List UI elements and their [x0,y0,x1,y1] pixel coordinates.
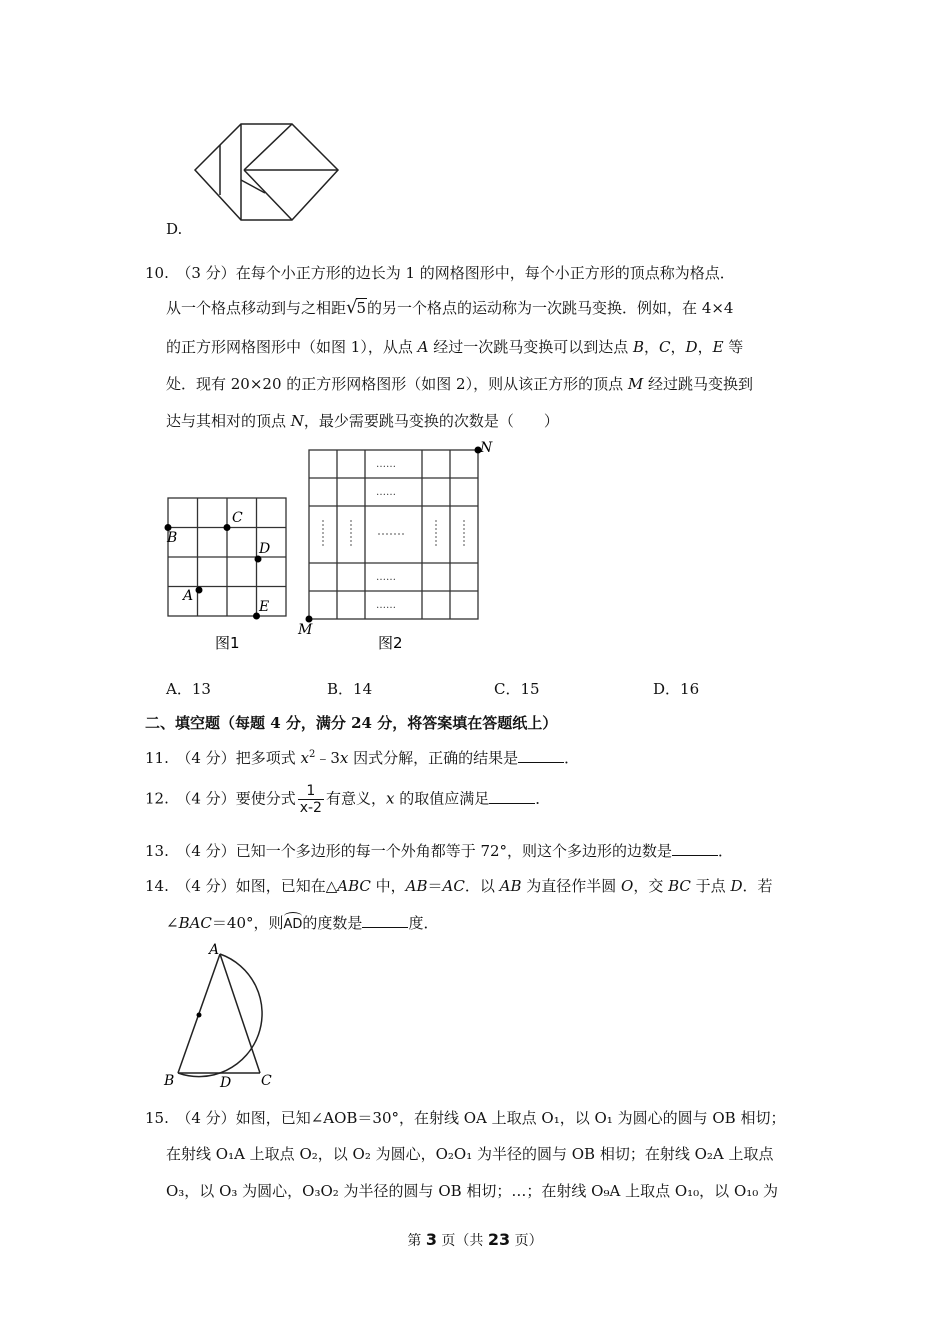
label-e: E [259,599,270,615]
q10-line3: 的正方形网格图形中（如图 1），从点 A 经过一次跳马变换可以到达点 B，C，D，E 等 [166,338,744,356]
q12-answer-blank[interactable] [489,802,535,804]
ellipsis-row2: …… [376,487,396,498]
label-d: D [259,541,271,557]
q10-line4: 处．现有 20×20 的正方形网格图形（如图 2），则从该正方形的顶点 M 经过跳马变换到 [166,375,754,393]
label-b: B [167,530,178,546]
q13-line: 13. （4 分）已知一个多边形的每一个外角都等于 72°，则这个多边形的边数是 ． [145,842,734,860]
q15-line3: O₃，以 O₃ 为圆心，O₃O₂ 为半径的圆与 OB 相切；…；在射线 O₉A 上取点 O₁₀，以 O₁₀ 为 [166,1182,779,1200]
label-c: C [261,1073,272,1089]
page-number: 3 [425,1230,437,1249]
figure-2-grid [294,438,499,660]
figure-1-grid [158,490,298,660]
label-m: M [298,622,313,638]
q10-option-d[interactable]: D．16 [653,680,700,698]
label-a: A [209,942,220,958]
q10-line1: 10. （3 分）在每个小正方形的边长为 1 的网格图形中，每个小正方形的顶点称为格点． [145,264,735,282]
point-a-dot [196,587,203,594]
q11-line: 11. （4 分）把多项式 $x^2﹣3x$ 因式分解，正确的结果是 ． [145,749,580,767]
section-2-title: 二、填空题（每题 4 分，满分 24 分，将答案填在答题纸上） [145,714,558,732]
q14-answer-blank[interactable] [362,926,408,928]
point-c-dot [224,524,231,531]
q10-line5: 达与其相对的顶点 N，最少需要跳马变换的次数是（ ） [166,412,559,430]
fraction: $\frac{1}{x-2}$ [299,783,322,816]
q15-line1: 15. （4 分）如图，已知∠AOB＝30°，在射线 OA 上取点 O₁，以 O₁ 为圆心的圆与 OB 相切； [145,1109,786,1127]
q12-line: 12. （4 分）要使分式 $\frac{1}{x-2}$ 有意义，x 的取值应满足 ． [145,783,551,816]
ellipsis-row1: …… [376,459,396,470]
q13-answer-blank[interactable] [672,854,718,856]
label-n: N [480,440,493,456]
q11-answer-blank[interactable] [518,761,564,763]
q10-option-b[interactable]: B．14 [327,680,373,698]
q9-option-d-label[interactable]: D. [166,220,183,238]
page-total: 23 [487,1230,511,1249]
triangle-semicircle-figure [158,940,288,1090]
label-b: B [164,1073,175,1089]
label-d: D [220,1075,232,1090]
sqrt-five: 5 [356,299,367,317]
ellipsis-row5: …… [376,600,396,611]
figure-2-caption: 图2 [378,634,403,652]
page-footer: 第 3 页（共 23 页） [407,1230,543,1249]
q10-line2: 从一个格点移动到与之相距√5的另一个格点的运动称为一次跳马变换．例如，在 4×4 [166,297,734,318]
q15-line2: 在射线 O₁A 上取点 O₂，以 O₂ 为圆心，O₂O₁ 为半径的圆与 OB 相切；在射线 O₂A 上取点 [166,1145,774,1163]
center-o-dot [197,1013,202,1018]
label-a: A [183,588,194,604]
q14-line2: ∠BAC＝40°，则AD的度数是 度． [166,914,439,932]
q10-option-c[interactable]: C．15 [494,680,540,698]
tangram-figure-d [190,120,342,224]
label-c: C [232,510,243,526]
ellipsis-row4: …… [376,572,396,583]
figure-1-caption: 图1 [215,634,240,652]
q10-option-a[interactable]: A．13 [166,680,211,698]
q14-line1: 14. （4 分）如图，已知在△ABC 中，AB＝AC．以 AB 为直径作半圆 O，交 BC 于点 D．若 [145,877,773,895]
arc-ad: AD [284,913,303,932]
